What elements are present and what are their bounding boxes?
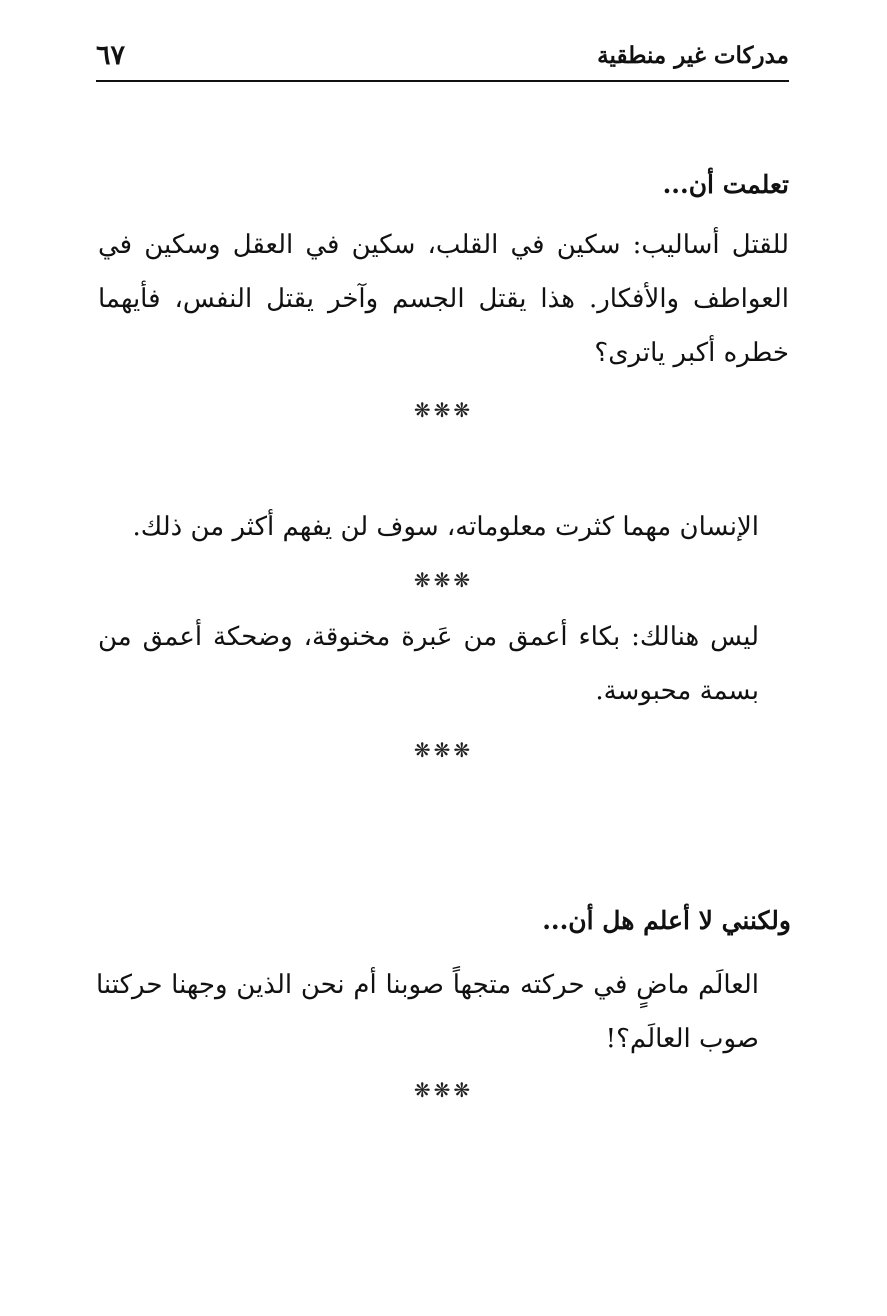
separator-2: ❋❋❋ — [413, 568, 474, 592]
header-rule — [96, 80, 789, 82]
page-number: ٦٧ — [96, 40, 126, 71]
running-title: مدركات غير منطقية — [597, 42, 789, 69]
separator-4: ❋❋❋ — [413, 1078, 474, 1102]
section-text-2: الإنسان مهما كثرت معلوماته، سوف لن يفهم أكثر من ذلك. — [132, 512, 759, 542]
section-heading-1: تعلمت أن... — [662, 170, 789, 199]
section-text-3: ليس هنالك: بكاء أعمق من عَبرة مخنوقة، وضحكة أعمق من بسمة محبوسة. — [98, 622, 759, 706]
separator-1: ❋❋❋ — [413, 398, 474, 422]
section-heading-4: ولكنني لا أعلم هل أن... — [542, 906, 791, 935]
running-header — [96, 40, 789, 82]
separator-3: ❋❋❋ — [413, 738, 474, 762]
section-text-4: العالَم ماضٍ في حركته متجهاً صوبنا أم نحن الذين وجهنا حركتنا صوب العالَم؟! — [96, 970, 759, 1054]
section-text-1: للقتل أساليب: سكين في القلب، سكين في العقل وسكين في العواطف والأفكار. هذا يقتل الجسم وآخر يقتل النفس، فأيهما خطره أكبر ياترى؟ — [98, 230, 789, 368]
